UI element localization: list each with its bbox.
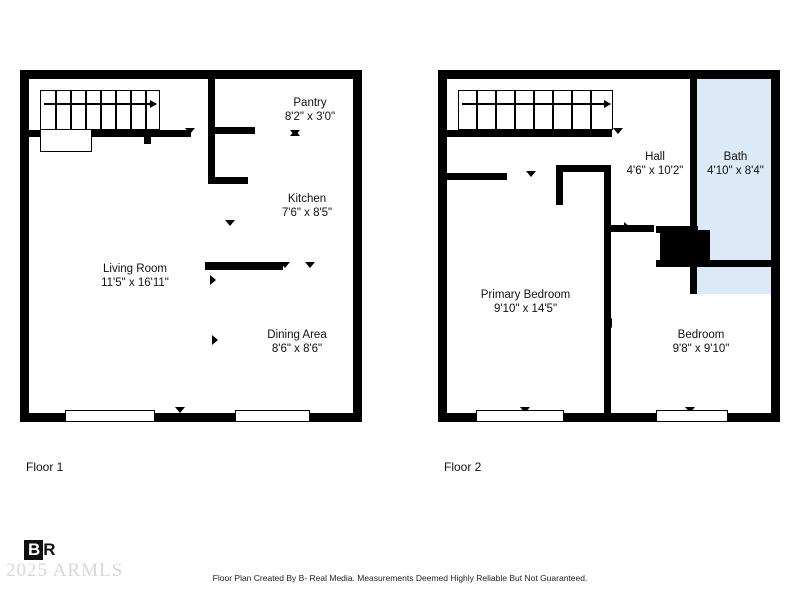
wall-top <box>438 70 780 79</box>
floor-2-geometry <box>438 70 780 422</box>
footer-disclaimer: Floor Plan Created By B- Real Media. Measurements Deemed Highly Reliable But Not Guaranteed. <box>212 573 588 583</box>
door-marker-entry <box>185 128 195 134</box>
wall-left <box>438 70 447 422</box>
room-label-pantry: Pantry 8'2" x 3'0" <box>284 97 336 124</box>
wall-pantry-divider <box>215 127 255 134</box>
door-marker-left-wall <box>438 277 444 287</box>
staircase <box>40 90 160 130</box>
wall-pantry-bottom <box>208 177 248 184</box>
door-marker-left-wall <box>20 277 26 287</box>
door-marker-stair-landing <box>613 128 623 134</box>
door-marker-bath-bottom <box>686 262 696 268</box>
stair-direction-arrow <box>462 103 610 105</box>
room-label-hall: Hall 4'6" x 10'2" <box>626 151 684 178</box>
wall-bath-bottom <box>656 260 771 267</box>
stair-direction-arrow <box>44 103 156 105</box>
door-marker-bedroom <box>606 318 612 328</box>
window-living-room <box>65 410 155 422</box>
bath-fixture <box>660 230 710 262</box>
room-label-bath: Bath 4'10" x 8'4" <box>707 151 764 178</box>
door-marker-hall-left <box>526 171 536 177</box>
room-label-primary-bedroom: Primary Bedroom 9'10" x 14'5" <box>480 289 571 316</box>
wall-right <box>771 70 780 422</box>
staircase <box>458 90 613 130</box>
wall-stair-bottom <box>447 130 612 137</box>
brand-logo <box>24 540 56 560</box>
door-marker-pantry-bottom <box>290 130 300 136</box>
room-label-bedroom: Bedroom 9'8" x 9'10" <box>672 329 730 356</box>
wall-left <box>20 70 29 422</box>
door-marker-bottom <box>175 407 185 413</box>
room-label-dining-area: Dining Area 8'6" x 8'6" <box>267 329 327 356</box>
floor-1-caption: Floor 1 <box>26 460 64 474</box>
wall-pantry-left <box>208 79 215 184</box>
window-primary-bedroom <box>476 410 564 422</box>
room-label-kitchen: Kitchen 7'6" x 8'5" <box>281 193 333 220</box>
brand-logo-badge: B <box>24 540 43 560</box>
window-bedroom <box>656 410 728 422</box>
door-marker-living <box>210 275 216 285</box>
floor-1-plan <box>20 70 362 422</box>
window-dining-area <box>235 410 310 422</box>
door-marker-hall-bath <box>624 222 630 232</box>
wall-top <box>20 70 362 79</box>
wall-stair-return <box>144 130 151 144</box>
door-marker-island-b <box>305 262 315 268</box>
mls-watermark: 2025 ARMLS <box>6 560 124 581</box>
door-marker-island-a <box>280 262 290 268</box>
door-marker-dining <box>212 335 218 345</box>
door-marker-kitchen <box>225 220 235 226</box>
wall-hall-left <box>447 173 507 180</box>
floor-2-caption: Floor 2 <box>444 460 482 474</box>
room-label-living-room: Living Room 11'5" x 16'11" <box>101 263 169 290</box>
stair-landing <box>40 130 92 152</box>
brand-logo-text: R <box>43 540 56 559</box>
wall-hall-top <box>556 165 611 172</box>
kitchen-island <box>205 262 283 270</box>
floor-2-plan <box>438 70 780 422</box>
